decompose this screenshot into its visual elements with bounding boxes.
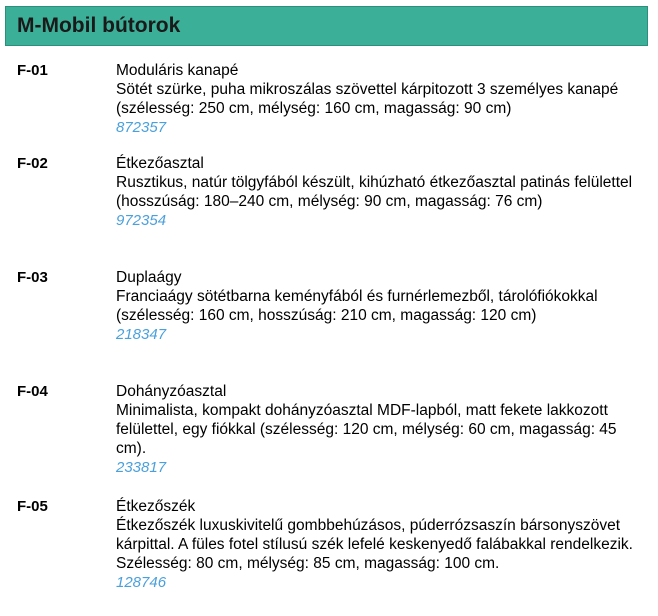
item-body — [116, 497, 636, 592]
item-description: Étkezőszék luxuskivitelű gombbehúzásos, púderrózsaszín bársonyszövet kárpittal. A füles fotel stílusú szék lefelé keskenyedő falábakkal rendelkezik. Szélesség: 80 cm, mélység: 85 cm, magasság: 100 cm. — [116, 517, 633, 572]
page-title: M-Mobil bútorok — [17, 14, 181, 37]
item-id: 128746 — [116, 574, 167, 591]
item-name: Dohányzóasztal — [116, 383, 227, 400]
item-name: Moduláris kanapé — [116, 62, 239, 79]
item-body — [116, 382, 636, 477]
item-id: 233817 — [116, 459, 167, 476]
item-code: F-03 — [17, 269, 48, 286]
item-code: F-05 — [17, 498, 48, 515]
item-body — [116, 154, 636, 230]
item-code: F-01 — [17, 62, 48, 79]
item-id: 218347 — [116, 326, 167, 343]
item-name: Étkezőasztal — [116, 155, 204, 172]
page-header — [5, 6, 648, 46]
item-id: 972354 — [116, 212, 167, 229]
item-description: Sötét szürke, puha mikroszálas szövettel kárpitozott 3 személyes kanapé (szélesség: 250 cm, mélység: 160 cm, magasság: 90 cm) — [116, 81, 619, 117]
item-description: Rusztikus, natúr tölgyfából készült, kihúzható étkezőasztal patinás felülettel (hosszúság: 180–240 cm, mélység: 90 cm, magasság: 76 cm) — [116, 174, 633, 210]
item-code: F-02 — [17, 155, 48, 172]
item-id: 872357 — [116, 119, 167, 136]
item-description: Franciaágy sötétbarna keményfából és furnérlemezből, tárolófiókokkal (szélesség: 160 cm, hosszúság: 210 cm, magasság: 120 cm) — [116, 288, 598, 324]
item-code: F-04 — [17, 383, 48, 400]
item-name: Étkezőszék — [116, 498, 196, 515]
item-description: Minimalista, kompakt dohányzóasztal MDF-lapból, matt fekete lakkozott felülettel, egy fiókkal (szélesség: 120 cm, mélység: 60 cm, magasság: 45 cm). — [116, 402, 617, 457]
item-name: Duplaágy — [116, 269, 182, 286]
item-body — [116, 268, 636, 344]
item-body — [116, 61, 636, 137]
